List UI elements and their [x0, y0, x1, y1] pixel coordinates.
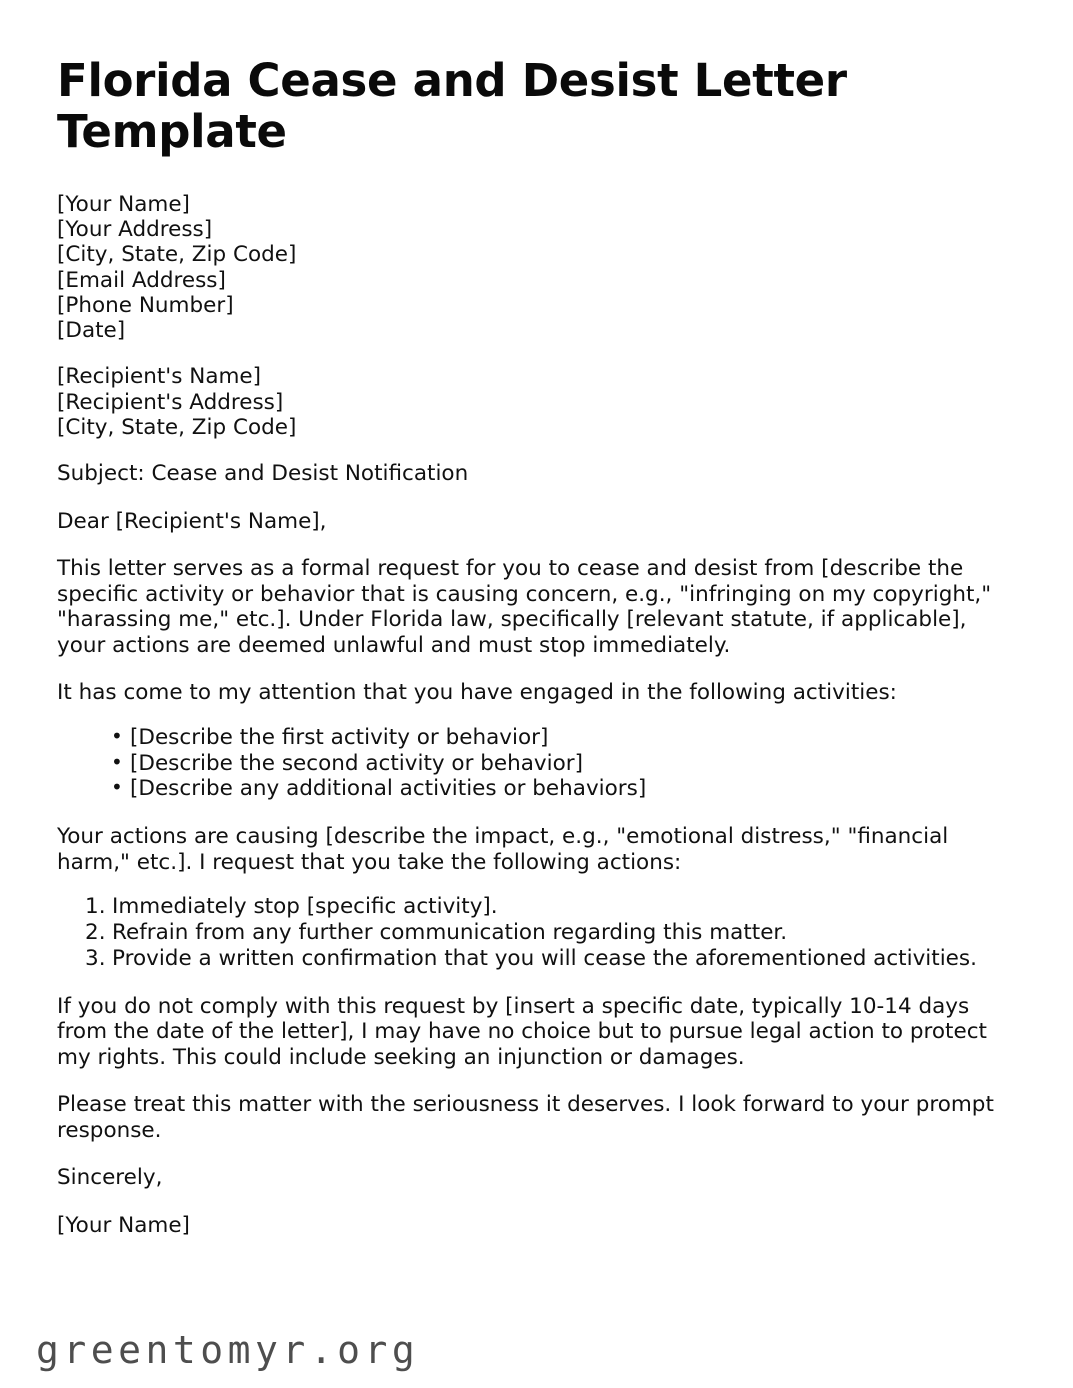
body-paragraph-5: Please treat this matter with the seriousness it deserves. I look forward to your prompt response.	[57, 1092, 994, 1143]
recipient-line-address: [Recipient's Address]	[57, 389, 284, 415]
sender-line-address: [Your Address]	[57, 216, 213, 242]
sender-line-date: [Date]	[57, 318, 126, 344]
list-item: Immediately stop [specific activity].	[112, 894, 498, 920]
sender-line-city-state-zip: [City, State, Zip Code]	[57, 242, 297, 268]
list-item: • [Describe the first activity or behavior]	[111, 725, 1013, 751]
subject-line: Subject: Cease and Desist Notification	[57, 461, 469, 487]
body-paragraph-1: This letter serves as a formal request for you to cease and desist from [describe the specific activity or behavior that is causing concern, e.g., "infringing on my copyright," "harassing me," etc.]. Under Florida law, specifically [relevant statute, if applicable], your actions are deemed unlawful and must stop immediately.	[57, 556, 992, 658]
list-item: • [Describe any additional activities or behaviors]	[111, 776, 1013, 802]
activities-list	[57, 725, 1013, 802]
body-paragraph-4: If you do not comply with this request by [insert a specific date, typically 10-14 days from the date of the letter], I may have no choice but to pursue legal action to protect my rights. This could include seeking an injunction or damages.	[57, 993, 987, 1070]
site-watermark: greentomyr.org	[36, 1328, 420, 1372]
body-paragraph-3: Your actions are causing [describe the impact, e.g., "emotional distress," "financial harm," etc.]. I request that you take the following actions:	[57, 824, 949, 875]
page-title: Florida Cease and Desist Letter Template	[57, 54, 847, 158]
requested-actions-list	[57, 894, 1013, 971]
list-item: Provide a written confirmation that you will cease the aforementioned activities.	[112, 945, 977, 971]
recipient-address-block	[57, 364, 1013, 440]
sender-address-block	[57, 192, 1013, 344]
closing-line: Sincerely,	[57, 1165, 163, 1191]
recipient-line-city-state-zip: [City, State, Zip Code]	[57, 415, 297, 441]
sender-line-name: [Your Name]	[57, 191, 190, 217]
sender-line-phone: [Phone Number]	[57, 292, 234, 318]
salutation: Dear [Recipient's Name],	[57, 508, 327, 534]
signature-name: [Your Name]	[57, 1212, 190, 1238]
recipient-line-name: [Recipient's Name]	[57, 364, 262, 390]
list-item: Refrain from any further communication regarding this matter.	[112, 920, 788, 946]
body-paragraph-2: It has come to my attention that you have engaged in the following activities:	[57, 680, 897, 706]
sender-line-email: [Email Address]	[57, 267, 226, 293]
list-item: • [Describe the second activity or behavior]	[111, 751, 1013, 777]
